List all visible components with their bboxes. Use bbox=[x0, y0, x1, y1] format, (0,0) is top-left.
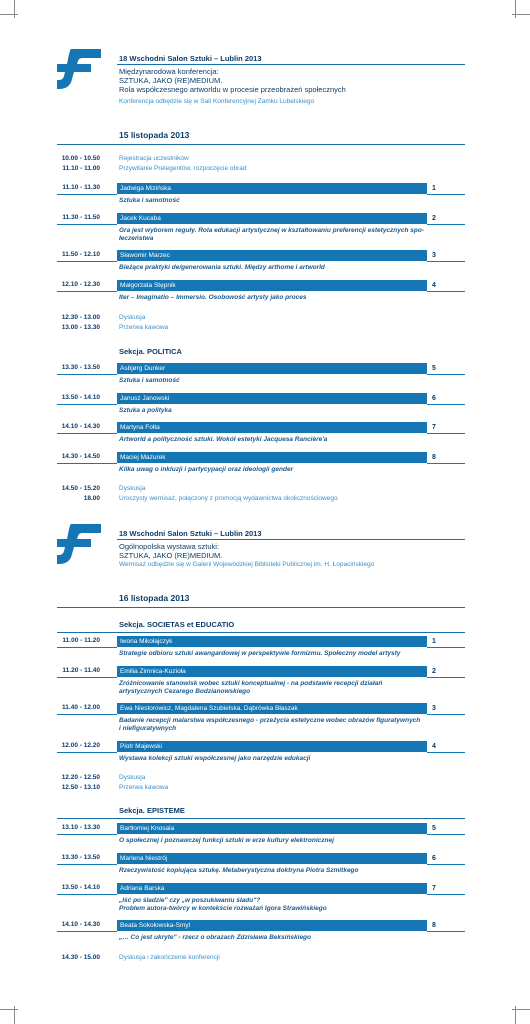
row-divider bbox=[57, 752, 117, 753]
talk-topic: Bieżące praktyki de/generowania sztuki. Między arthome i artworld bbox=[119, 264, 325, 271]
time-slot: 13.30 - 13.50 bbox=[61, 364, 100, 371]
speaker-name: Maciej Mazurek bbox=[120, 454, 166, 461]
crop-mark bbox=[0, 14, 18, 15]
talk-topic: Wystawa kolekcji sztuki współczesnej jako narzędzie edukacji bbox=[119, 755, 311, 762]
salon-logo-icon bbox=[57, 524, 101, 564]
talk-number: 3 bbox=[432, 252, 436, 259]
speaker-name: Beata Sokołowska-Smyl bbox=[120, 922, 191, 929]
speaker-bar bbox=[117, 636, 427, 647]
agenda-item: Dyskusja bbox=[119, 485, 146, 492]
talk-topic: Sztuka i samotność bbox=[119, 377, 180, 384]
row-divider bbox=[427, 714, 465, 715]
speaker-bar bbox=[117, 666, 427, 677]
divider bbox=[117, 539, 465, 540]
event-name: SZTUKA, JAKO (RE)MEDIUM. bbox=[119, 76, 223, 85]
speaker-bar bbox=[117, 823, 427, 834]
talk-number: 1 bbox=[432, 185, 436, 192]
row-divider bbox=[57, 864, 117, 865]
time-slot: 14.50 - 15.20 bbox=[61, 485, 100, 492]
row-divider bbox=[427, 404, 465, 405]
event-title: 18 Wschodni Salon Sztuki – Lublin 2013 bbox=[119, 54, 262, 63]
row-divider bbox=[57, 224, 117, 225]
row-divider bbox=[57, 931, 117, 932]
speaker-bar bbox=[117, 363, 427, 374]
event-subtitle: Ogólnopolska wystawa sztuki: bbox=[119, 542, 220, 551]
talk-number: 5 bbox=[432, 825, 436, 832]
speaker-bar bbox=[117, 183, 427, 194]
speaker-name: Janusz Janowski bbox=[120, 395, 170, 402]
crop-mark bbox=[512, 14, 530, 15]
speaker-name: Martyna Fołta bbox=[120, 424, 160, 431]
row-divider bbox=[427, 224, 465, 225]
event-name: SZTUKA, JAKO (RE)MEDIUM. bbox=[119, 551, 223, 560]
row-divider bbox=[57, 677, 117, 678]
row-divider bbox=[427, 752, 465, 753]
row-divider bbox=[57, 374, 117, 375]
crop-mark bbox=[0, 1009, 18, 1010]
speaker-bar bbox=[117, 393, 427, 404]
agenda-item: Przywitanie Prelegentów, rozpoczęcie obrad bbox=[119, 165, 247, 172]
crop-mark bbox=[515, 0, 516, 18]
event-subtitle: Międzynarodowa konferencja: bbox=[119, 67, 219, 76]
speaker-bar bbox=[117, 250, 427, 261]
talk-number: 4 bbox=[432, 743, 436, 750]
time-slot: 18.00 bbox=[83, 495, 100, 502]
speaker-bar bbox=[117, 422, 427, 433]
speaker-bar bbox=[117, 741, 427, 752]
divider bbox=[117, 64, 465, 65]
time-slot: 11.00 - 11.20 bbox=[62, 637, 100, 644]
talk-topic: Kilka uwag o inkluzji i partycypacji oraz ideologii gender bbox=[119, 466, 294, 473]
row-divider bbox=[427, 433, 465, 434]
event-title: 18 Wschodni Salon Sztuki – Lublin 2013 bbox=[119, 529, 262, 538]
talk-topic: Sztuka i samotność bbox=[119, 197, 180, 204]
talk-number: 6 bbox=[432, 395, 436, 402]
talk-topic: Rzeczywistość kopiująca sztukę. Metaberystyczna doktryna Piotra Szmitkego bbox=[119, 867, 359, 874]
agenda-item: Przerwa kawowa bbox=[119, 324, 169, 331]
time-slot: 12.10 - 12.30 bbox=[61, 281, 100, 288]
row-divider bbox=[57, 261, 117, 262]
time-slot: 13.10 - 13.30 bbox=[61, 824, 100, 831]
time-slot: 10.00 - 10.50 bbox=[61, 155, 100, 162]
time-slot: 13.30 - 13.50 bbox=[61, 854, 100, 861]
speaker-bar bbox=[117, 213, 427, 224]
talk-topic-line2: i niefiguratywnych bbox=[119, 725, 177, 732]
crop-mark bbox=[512, 1009, 530, 1010]
time-slot: 13.50 - 14.10 bbox=[61, 394, 100, 401]
talk-number: 6 bbox=[432, 855, 436, 862]
venue-note: Konferencja odbędzie się w Sali Konferencyjnej Zamku Lubelskiego bbox=[119, 98, 315, 105]
talk-number: 8 bbox=[432, 454, 436, 461]
speaker-name: Asbjørg Dunker bbox=[120, 365, 166, 372]
time-slot: 12.30 - 13.00 bbox=[61, 314, 100, 321]
speaker-name: Sławomir Marzec bbox=[120, 252, 170, 259]
agenda-item: Uroczysty wernisaż, połączony z promocją wydawnictwa okolicznościowego bbox=[119, 495, 338, 502]
row-divider bbox=[427, 194, 465, 195]
time-slot: 14.10 - 14.30 bbox=[61, 423, 100, 430]
talk-number: 4 bbox=[432, 282, 436, 289]
day-date: 16 listopada 2013 bbox=[119, 593, 190, 603]
speaker-name: Jacek Kucaba bbox=[120, 215, 161, 222]
speaker-name: Iwona Mikołajczyk bbox=[120, 638, 173, 645]
talk-number: 2 bbox=[432, 215, 436, 222]
agenda-item: Dyskusja bbox=[119, 774, 146, 781]
talk-topic: Strategie odbioru sztuki awangardowej w perspektywie formizmu. Społeczny model artysty bbox=[119, 650, 401, 657]
talk-number: 2 bbox=[432, 668, 436, 675]
row-divider bbox=[427, 374, 465, 375]
speaker-name: Marlena Niestrój bbox=[120, 855, 168, 862]
talk-number: 8 bbox=[432, 922, 436, 929]
talk-number: 7 bbox=[432, 424, 436, 431]
row-divider bbox=[427, 834, 465, 835]
section-title: Sekcja. EPISTEME bbox=[119, 806, 185, 815]
section-title: Sekcja. SOCIETAS et EDUCATIO bbox=[119, 620, 235, 629]
time-slot: 11.20 - 11.40 bbox=[62, 667, 100, 674]
row-divider bbox=[427, 894, 465, 895]
row-divider bbox=[427, 677, 465, 678]
speaker-name: Bartłomiej Knosala bbox=[120, 825, 175, 832]
talk-number: 5 bbox=[432, 365, 436, 372]
row-divider bbox=[427, 864, 465, 865]
talk-topic-line2: łeczeństwa bbox=[119, 235, 154, 242]
time-slot: 12.50 - 13.10 bbox=[61, 784, 100, 791]
time-slot: 11.50 - 12.10 bbox=[62, 251, 100, 258]
speaker-name: Ewa Niestorowicz, Magdalena Szubielska, Dąbrówka Błaszak bbox=[120, 705, 298, 712]
talk-topic: „Iść po śladzie" czy „w poszukiwaniu śladu"? bbox=[119, 897, 261, 904]
talk-number: 3 bbox=[432, 705, 436, 712]
row-divider bbox=[57, 463, 117, 464]
row-divider bbox=[57, 894, 117, 895]
time-slot: 11.10 - 11.00 bbox=[62, 165, 100, 172]
speaker-name: Adriana Barska bbox=[120, 885, 165, 892]
speaker-bar bbox=[117, 853, 427, 864]
talk-number: 7 bbox=[432, 885, 436, 892]
row-divider bbox=[57, 433, 117, 434]
time-slot: 11.40 - 12.00 bbox=[62, 704, 100, 711]
crop-mark bbox=[14, 0, 15, 18]
section-divider bbox=[57, 818, 465, 819]
time-slot: 12.20 - 12.50 bbox=[61, 774, 100, 781]
speaker-bar bbox=[117, 703, 427, 714]
speaker-bar bbox=[117, 280, 427, 291]
talk-topic: Artworld a polityczność sztuki. Wokół estetyki Jacquesa Rancière'a bbox=[119, 436, 328, 443]
talk-topic: Sztuka a polityka bbox=[119, 407, 172, 414]
time-slot: 14.30 - 15.00 bbox=[61, 954, 100, 961]
row-divider bbox=[427, 261, 465, 262]
time-slot: 11.30 - 11.50 bbox=[62, 214, 100, 221]
talk-topic: O społecznej i poznawczej funkcji sztuki w erze kultury elektronicznej bbox=[119, 837, 334, 844]
day-date: 15 listopada 2013 bbox=[119, 130, 190, 140]
section-title: Sekcja. POLITICA bbox=[119, 347, 182, 356]
speaker-bar bbox=[117, 883, 427, 894]
talk-topic: Badanie recepcji malarstwa współczesnego - przeżycia estetyczne wobec obrazów figuratywnych bbox=[119, 717, 421, 724]
event-name-line2: Rola współczesnego artworldu w procesie przeobrażeń społecznych bbox=[119, 85, 346, 94]
day-divider bbox=[57, 144, 465, 145]
row-divider bbox=[57, 647, 117, 648]
agenda-item: Przerwa kawowa bbox=[119, 784, 169, 791]
speaker-name: Piotr Majewski bbox=[120, 743, 162, 750]
row-divider bbox=[427, 463, 465, 464]
day-divider bbox=[57, 607, 465, 608]
row-divider bbox=[57, 194, 117, 195]
speaker-bar bbox=[117, 920, 427, 931]
row-divider bbox=[57, 404, 117, 405]
talk-topic-line2: artystycznych Cezarego Bodzianowskiego bbox=[119, 688, 251, 695]
time-slot: 14.10 - 14.30 bbox=[61, 921, 100, 928]
speaker-bar bbox=[117, 452, 427, 463]
venue-note: Wernisaż odbędzie się w Galerii Wojewódzkiej Biblioteki Publicznej im. H. Łopacińskiego bbox=[119, 561, 375, 568]
talk-topic-line2: Problem autora-twórcy w kontekście rozważań Igora Strawińskiego bbox=[119, 905, 327, 912]
speaker-name: Jadwiga Mizińska bbox=[120, 185, 171, 192]
row-divider bbox=[427, 931, 465, 932]
time-slot: 13.50 - 14.10 bbox=[61, 884, 100, 891]
time-slot: 11.10 - 11.30 bbox=[62, 184, 100, 191]
speaker-name: Małgorzata Stępnik bbox=[120, 282, 176, 289]
row-divider bbox=[57, 291, 117, 292]
row-divider bbox=[427, 647, 465, 648]
time-slot: 12.00 - 12.20 bbox=[61, 742, 100, 749]
row-divider bbox=[57, 714, 117, 715]
agenda-item: Rejestracja uczestników bbox=[119, 155, 189, 162]
talk-number: 1 bbox=[432, 638, 436, 645]
talk-topic: „… Co jest ukryte" - rzecz o obrazach Zdzisława Beksińskiego bbox=[119, 934, 312, 941]
section-divider bbox=[57, 632, 465, 633]
row-divider bbox=[427, 291, 465, 292]
row-divider bbox=[57, 834, 117, 835]
agenda-item: Dyskusja bbox=[119, 314, 146, 321]
talk-topic: Iter – Imaginatio – Immersio. Osobowość artysty jako proces bbox=[119, 294, 307, 301]
time-slot: 13.00 - 13.30 bbox=[61, 324, 100, 331]
talk-topic: Gra jest wyborem reguły. Rola edukacji artystycznej w kształtowaniu preferencji estetycznych spo- bbox=[119, 227, 425, 234]
salon-logo-icon bbox=[57, 49, 101, 89]
time-slot: 14.30 - 14.50 bbox=[61, 453, 100, 460]
speaker-name: Emilia Zimnica-Kuzioła bbox=[120, 668, 186, 675]
talk-topic: Zróżnicowanie stanowisk wobec sztuki konceptualnej - na podstawie recepcji działań bbox=[119, 680, 383, 687]
agenda-item: Dyskusja i zakończenie konferencji bbox=[119, 954, 220, 961]
